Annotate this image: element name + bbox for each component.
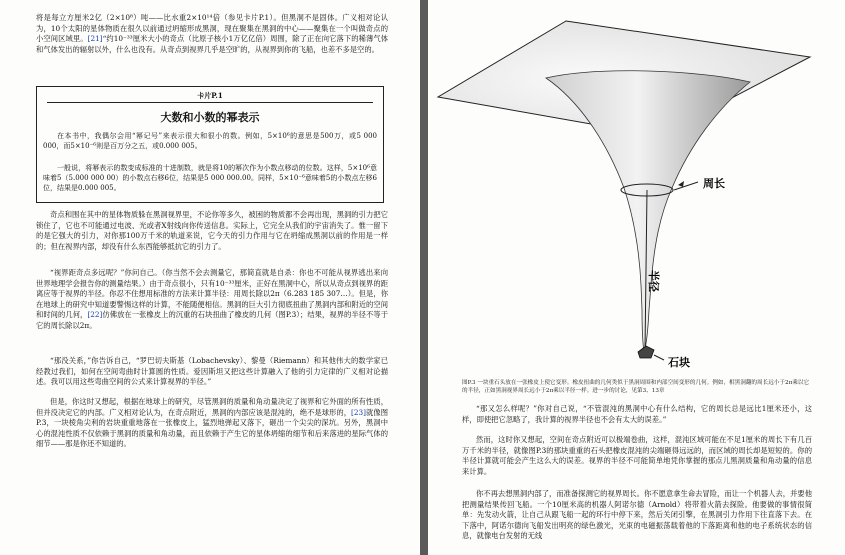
card-tag: 卡片P.1 [197, 91, 223, 100]
card-p1 [36, 86, 384, 203]
card-divider [47, 102, 373, 103]
paragraph-text: 将是每立方厘米2亿（2×10⁸）吨——比水重2×10¹⁴倍（参见卡片P.1）。但黑洞不是固体。广义相对论认为，10个太阳的星体物质在很久以前通过坍缩形成黑洞，现在聚集在黑洞的中心——聚集在一个叫做奇点的小空间区域里。 [36, 13, 388, 44]
paragraph [36, 397, 388, 450]
paragraph: 奇点和围在其中的星体物质躲在黑洞视界里，不论你等多久，被困的物质都不会再出现，黑洞的引力把它锁住了，它也不可能通过电波、光或者X射线向你传送信息。实际上，它完全从我们的宇宙消失了。惟一留下的是它强大的引力，对你那100万千米的轨道来说，它今天的引力作用与它在坍缩成黑洞以前的作用是一样的；但在视界内部，却没有什么东西能够抵抗它的引力了。 [36, 210, 388, 251]
page-gutter [420, 0, 428, 555]
leader-line [654, 355, 664, 360]
reference-link[interactable]: [23] [351, 407, 367, 417]
reference-link[interactable]: [22] [87, 310, 103, 320]
figure-p3 [428, 0, 845, 372]
label-circumference: 周长 [703, 177, 725, 190]
paragraph: 你不再去想黑洞内部了，而准备探测它的视界周长。你不愿意拿生命去冒险，而让一个机器人去，并要他把测量结果传回飞船。一个10厘米高的机器人阿诺尔德（Arnold）将带着火箭去探险。他要做的事情很简单：先发动火箭，让自己从跟飞船一起的环行中停下来，然后关闭引擎，在黑洞引力作用下往直落下去。在下落中，阿诺尔德向飞船发出明亮的绿色激光，光束的电磁振荡载着他的下落距离和他的电子系统状态的信息，就像电台发射的无线 [462, 489, 812, 541]
paragraph [36, 13, 388, 55]
card-paragraph: 一般说，将幂表示的数变成标准的十进制数，就是将10的幂次作为小数点移动的位数。这样，5×10⁶意味着5（5.000 000 00）的小数点右移6位，结果是5 000 000.00。同样，5×10⁻⁶意味着5的小数点左移6位，结果是0.000 005。 [43, 164, 377, 193]
card-title: 大数和小数的幂表示 [160, 111, 260, 124]
paragraph-text: 仿佛放在一张橡皮上的沉重的石块扭曲了橡皮的几何（图P.3）；结果，视界的半径不等于它的周长除以2π。 [36, 310, 388, 330]
paragraph: “那没关系，”你告诉自己，“罗巴切夫斯基（Lobachevsky）、黎曼（Riemann）和其他伟大的数学家已经教过我们，如何在空间弯曲时计算圆的性质。爱因斯坦又把这些计算融入了他的引力定律的广义相对论描述。我可以用这些弯曲空间的公式来计算视界的半径。” [36, 356, 388, 387]
card-paragraph: 在本书中，我偶尔会用“幂记号”来表示很大和很小的数。例如，5×10⁶的意思是500万，或5 000 000，而5×10⁻⁶则是百万分之五，或0.000 005。 [43, 132, 377, 151]
rock [638, 346, 654, 358]
paragraph-text: 但是，你这时又想起，根据在地球上的研究，尽管黑洞的质量和角动量决定了视界和它外面的所有性质，但并没决定它的内部。广义相对论认为，在奇点附近，黑洞的内部应该是混沌的，绝不是球形的， [36, 397, 388, 417]
leader-line [674, 182, 698, 190]
arrow-head [678, 181, 684, 187]
left-page [0, 0, 420, 555]
paragraph-text: 就像图P.3，一块棱角尖利的岩块重重地落在一张橡皮上，猛烈地弹起又落下，砸出一个尖尖的深坑。另外，黑洞中心的混沌性质不仅依赖于黑洞的质量和角动量，而且依赖于产生它的星体坍缩的细节和后来落进的星际气体的细节——那是你还不知道的。 [36, 407, 389, 449]
right-page [428, 0, 845, 555]
paragraph: 然而，这时你又想起，空间在奇点附近可以极端卷曲，这样，混沌区域可能在不足1厘米的周长下有几百万千米的半径，就像图P.3的那块重重的石头把橡皮混沌的尖端砸得远远的，而区域的周长却是短短的。你的半径计算就可能会产生这么大的误差。视界的半径不可能简单地凭你掌握的那点儿黑洞质量和角动量的信息来计算。 [462, 435, 812, 476]
paragraph [36, 268, 388, 332]
label-rock: 石块 [668, 356, 690, 369]
paragraph-text: “约10⁻³³厘米大小的奇点（比原子核小1万亿亿倍）周围，除了正在向它落下的稀薄气体和气体发出的辐射以外，什么也没有。从奇点到视界几乎是空旷的，从视界到你的飞船，也差不多是空的。 [36, 34, 389, 54]
label-radius: 半径 [647, 270, 660, 292]
figure-caption: 图P.3 一块重石头放在一张橡皮上使它变形。橡皮扭曲的几何类似于黑洞周围和内部空间变形的几何。例如，相黑洞翻的周长远小于2π乘以它的半径，正如黑洞视界周长远小于2π乘以半径一样。进一步的讨论，见第3、13章 [462, 380, 810, 395]
reference-link[interactable]: [21] [87, 34, 103, 44]
paragraph: “那又怎么样呢？”你对自己说，“不管混沌的黑洞中心有什么结构，它的周长总是远比1厘米还小，这样，即使把它忽略了，我计算的视界半径也不会有太大的误差。” [462, 404, 812, 424]
paragraph-text: “视界距奇点多远呢？”你问自己。（你当然不会去测量它，那简直就是自杀：你也不可能从视界逃出来向世界地理学会报告你的测量结果。）由于奇点很小，只有10⁻³³厘米，正好在黑洞中心，所以从奇点到视界的距离应等于视界的半径。你忍不住想用标准的方法来计算半径：用周长除以2π（6.283 185 307…）。但是，你在地球上的研究中知道要警惕这样的计算，不能随便相信。黑洞的巨大引力彻底扭曲了黑洞内部和附近的空间和时间的几何， [36, 268, 388, 320]
